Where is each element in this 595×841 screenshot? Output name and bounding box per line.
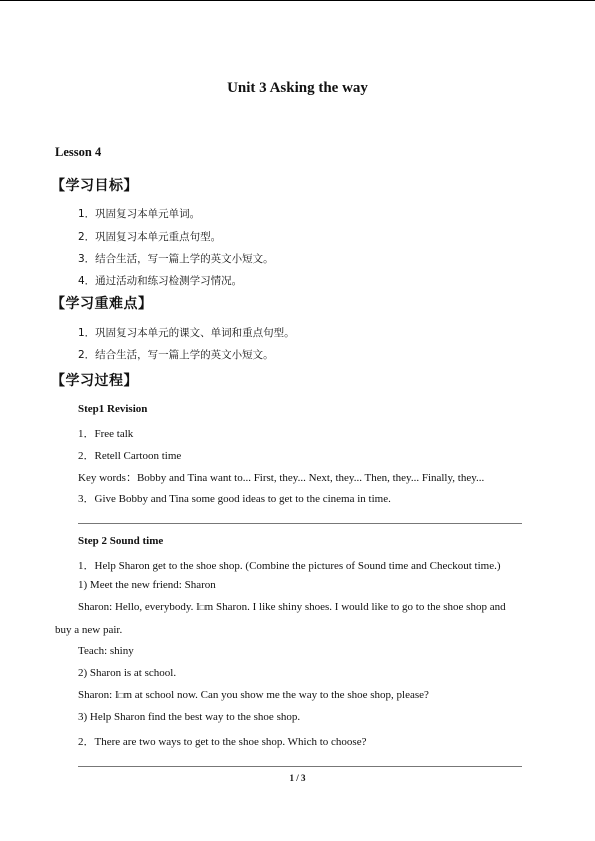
goal-item: 2．巩固复习本单元重点句型。 [78,231,222,243]
step2-line: Teach: shiny [78,645,134,657]
section-process-heading: 【学习过程】 [51,373,138,389]
step2-line: 1) Meet the new friend: Sharon [78,579,216,591]
goal-item: 3．结合生活，写一篇上学的英文小短文。 [78,253,274,265]
sharon-intro-line [78,601,506,613]
page-title: Unit 3 Asking the way [227,80,368,96]
missing-glyph: □ [199,603,205,612]
answer-line [78,523,522,524]
top-border [0,0,595,1]
sharon-school-rest: m at school now. Can you show me the way to the shoe shop, please? [123,689,429,701]
answer-line [78,766,522,767]
goal-item: 4．通过活动和练习检测学习情况。 [78,275,243,287]
step2-line: buy a new pair. [55,624,123,636]
goal-item: 1．巩固复习本单元单词。 [78,208,201,220]
sharon-intro-rest: m Sharon. I like shiny shoes. I would like to go to the shoe shop and [204,601,506,613]
missing-glyph: □ [118,691,124,700]
section-key-points-heading: 【学习重难点】 [51,296,153,312]
sharon-school-start: Sharon: I [78,689,119,701]
step1-line: 2．Retell Cartoon time [78,450,182,462]
section-goals-heading: 【学习目标】 [51,178,138,194]
key-point-item: 1．巩固复习本单元的课文、单词和重点句型。 [78,327,295,339]
step1-key-words: Key words：Bobby and Tina want to... First, they... Next, they... Then, they... Finally, they... [78,472,485,484]
page-number: 1 / 3 [289,773,306,783]
step1-heading: Step1 Revision [78,403,148,415]
step2-line: 2．There are two ways to get to the shoe shop. Which to choose? [78,736,367,748]
lesson-heading: Lesson 4 [55,145,102,159]
step2-heading: Step 2 Sound time [78,535,164,547]
step1-line: 3．Give Bobby and Tina some good ideas to get to the cinema in time. [78,493,391,505]
step1-line: 1．Free talk [78,428,134,440]
step2-line: 1．Help Sharon get to the shoe shop. (Combine the pictures of Sound time and Checkout time.) [78,560,501,572]
sharon-school-line [78,689,429,701]
step2-line: 2) Sharon is at school. [78,667,177,679]
step2-line: 3) Help Sharon find the best way to the shoe shop. [78,711,301,723]
key-point-item: 2．结合生活，写一篇上学的英文小短文。 [78,349,274,361]
sharon-intro-start: Sharon: Hello, everybody. I [78,601,200,613]
